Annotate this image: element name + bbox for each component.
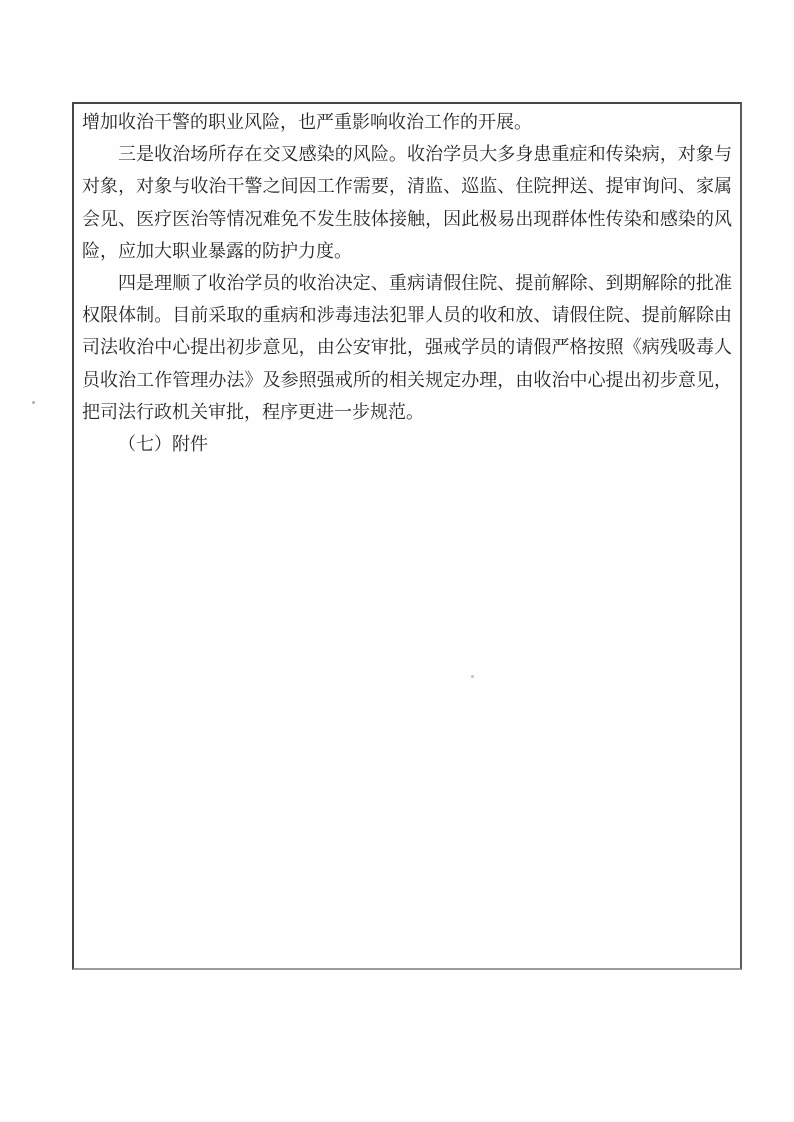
document-text-block	[82, 106, 732, 460]
text-line: 权限体制。目前采取的重病和涉毒违法犯罪人员的收和放、请假住院、提前解除由	[82, 305, 732, 326]
text-line: 增加收治干警的职业风险，也严重影响收治工作的开展。	[82, 112, 532, 132]
text-line: 险，应加大职业暴露的防护力度。	[82, 240, 352, 261]
text-line: （七）附件	[118, 433, 208, 454]
text-line: 员收治工作管理办法》及参照强戒所的相关规定办理，由收治中心提出初步意见，	[82, 369, 732, 390]
text-line: 把司法行政机关审批，程序更进一步规范。	[82, 401, 424, 422]
scan-speck	[32, 401, 35, 404]
text-line: 会见、医疗医治等情况难免不发生肢体接触，因此极易出现群体性传染和感染的风	[82, 208, 732, 229]
text-line: 三是收治场所存在交叉感染的风险。收治学员大多身患重症和传染病，对象与	[118, 144, 732, 165]
text-line: 司法收治中心提出初步意见，由公安审批，强戒学员的请假严格按照《病残吸毒人	[82, 337, 732, 358]
text-line: 四是理顺了收治学员的收治决定、重病请假住院、提前解除、到期解除的批准	[118, 272, 732, 293]
scan-speck	[471, 675, 474, 678]
text-line: 对象，对象与收治干警之间因工作需要，清监、巡监、住院押送、提审询问、家属	[82, 176, 732, 197]
table-cell-border	[72, 102, 742, 970]
